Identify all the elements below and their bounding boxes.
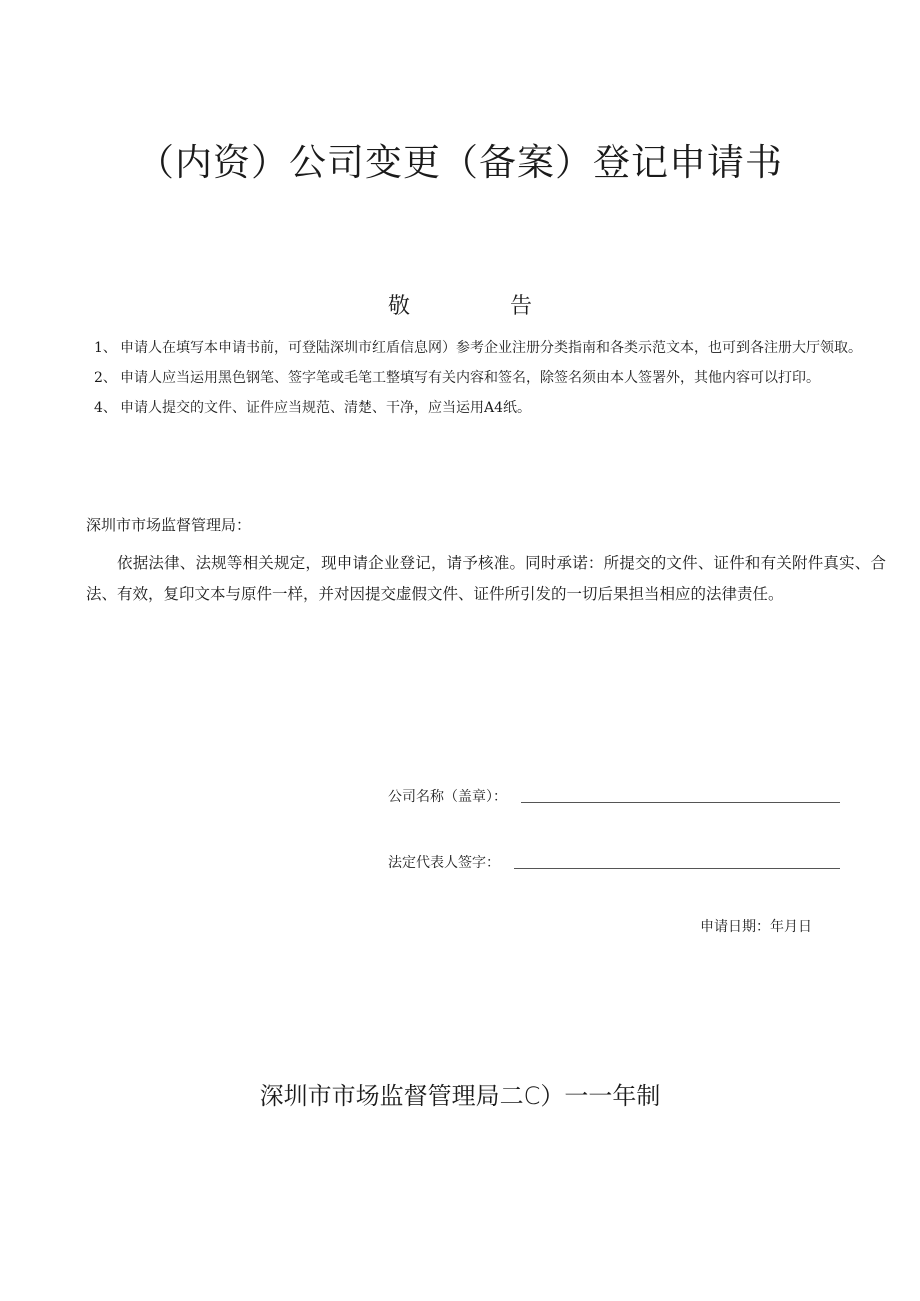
legal-rep-line xyxy=(514,867,840,869)
company-name-line xyxy=(521,801,840,803)
notice-heading xyxy=(0,289,920,320)
notice-list xyxy=(94,333,894,423)
notice-item xyxy=(94,333,894,363)
addressee: 深圳市市场监督管理局： xyxy=(86,516,252,534)
company-name-field xyxy=(388,786,840,806)
notice-item-number: 2、 xyxy=(94,370,117,386)
document-title: （内资）公司变更（备案）登记申请书 xyxy=(137,141,783,184)
notice-heading-right: 告 xyxy=(510,294,533,319)
company-name-label: 公司名称（盖章）： xyxy=(388,789,507,805)
notice-item-text: 申请人在填写本申请书前，可登陆深圳市红盾信息网）参考企业注册分类指南和各类示范文本，也可到各注册大厅领取。 xyxy=(120,340,862,356)
notice-heading-left: 敬 xyxy=(387,294,410,319)
notice-item-number: 1、 xyxy=(94,340,117,356)
notice-item xyxy=(94,363,894,393)
application-date: 申请日期：年月日 xyxy=(700,919,812,935)
footer-issuer: 深圳市市场监督管理局二C）一一年制 xyxy=(259,1082,661,1110)
legal-rep-signature-field xyxy=(388,852,840,872)
notice-item-text: 申请人应当运用黑色钢笔、签字笔或毛笔工整填写有关内容和签名，除签名须由本人签署外，其他内容可以打印。 xyxy=(120,370,820,386)
notice-item xyxy=(94,393,894,423)
notice-item-text: 申请人提交的文件、证件应当规范、清楚、干净，应当运用A4纸。 xyxy=(120,400,532,416)
notice-item-number: 4、 xyxy=(94,400,117,416)
declaration-paragraph: 依据法律、法规等相关规定，现申请企业登记，请予核准。同时承诺：所提交的文件、证件和有关附件真实、合法、有效，复印文本与原件一样，并对因提交虚假文件、证件所引发的一切后果担当相应的法律责任。 xyxy=(86,554,886,603)
legal-rep-label: 法定代表人签字： xyxy=(388,855,500,871)
